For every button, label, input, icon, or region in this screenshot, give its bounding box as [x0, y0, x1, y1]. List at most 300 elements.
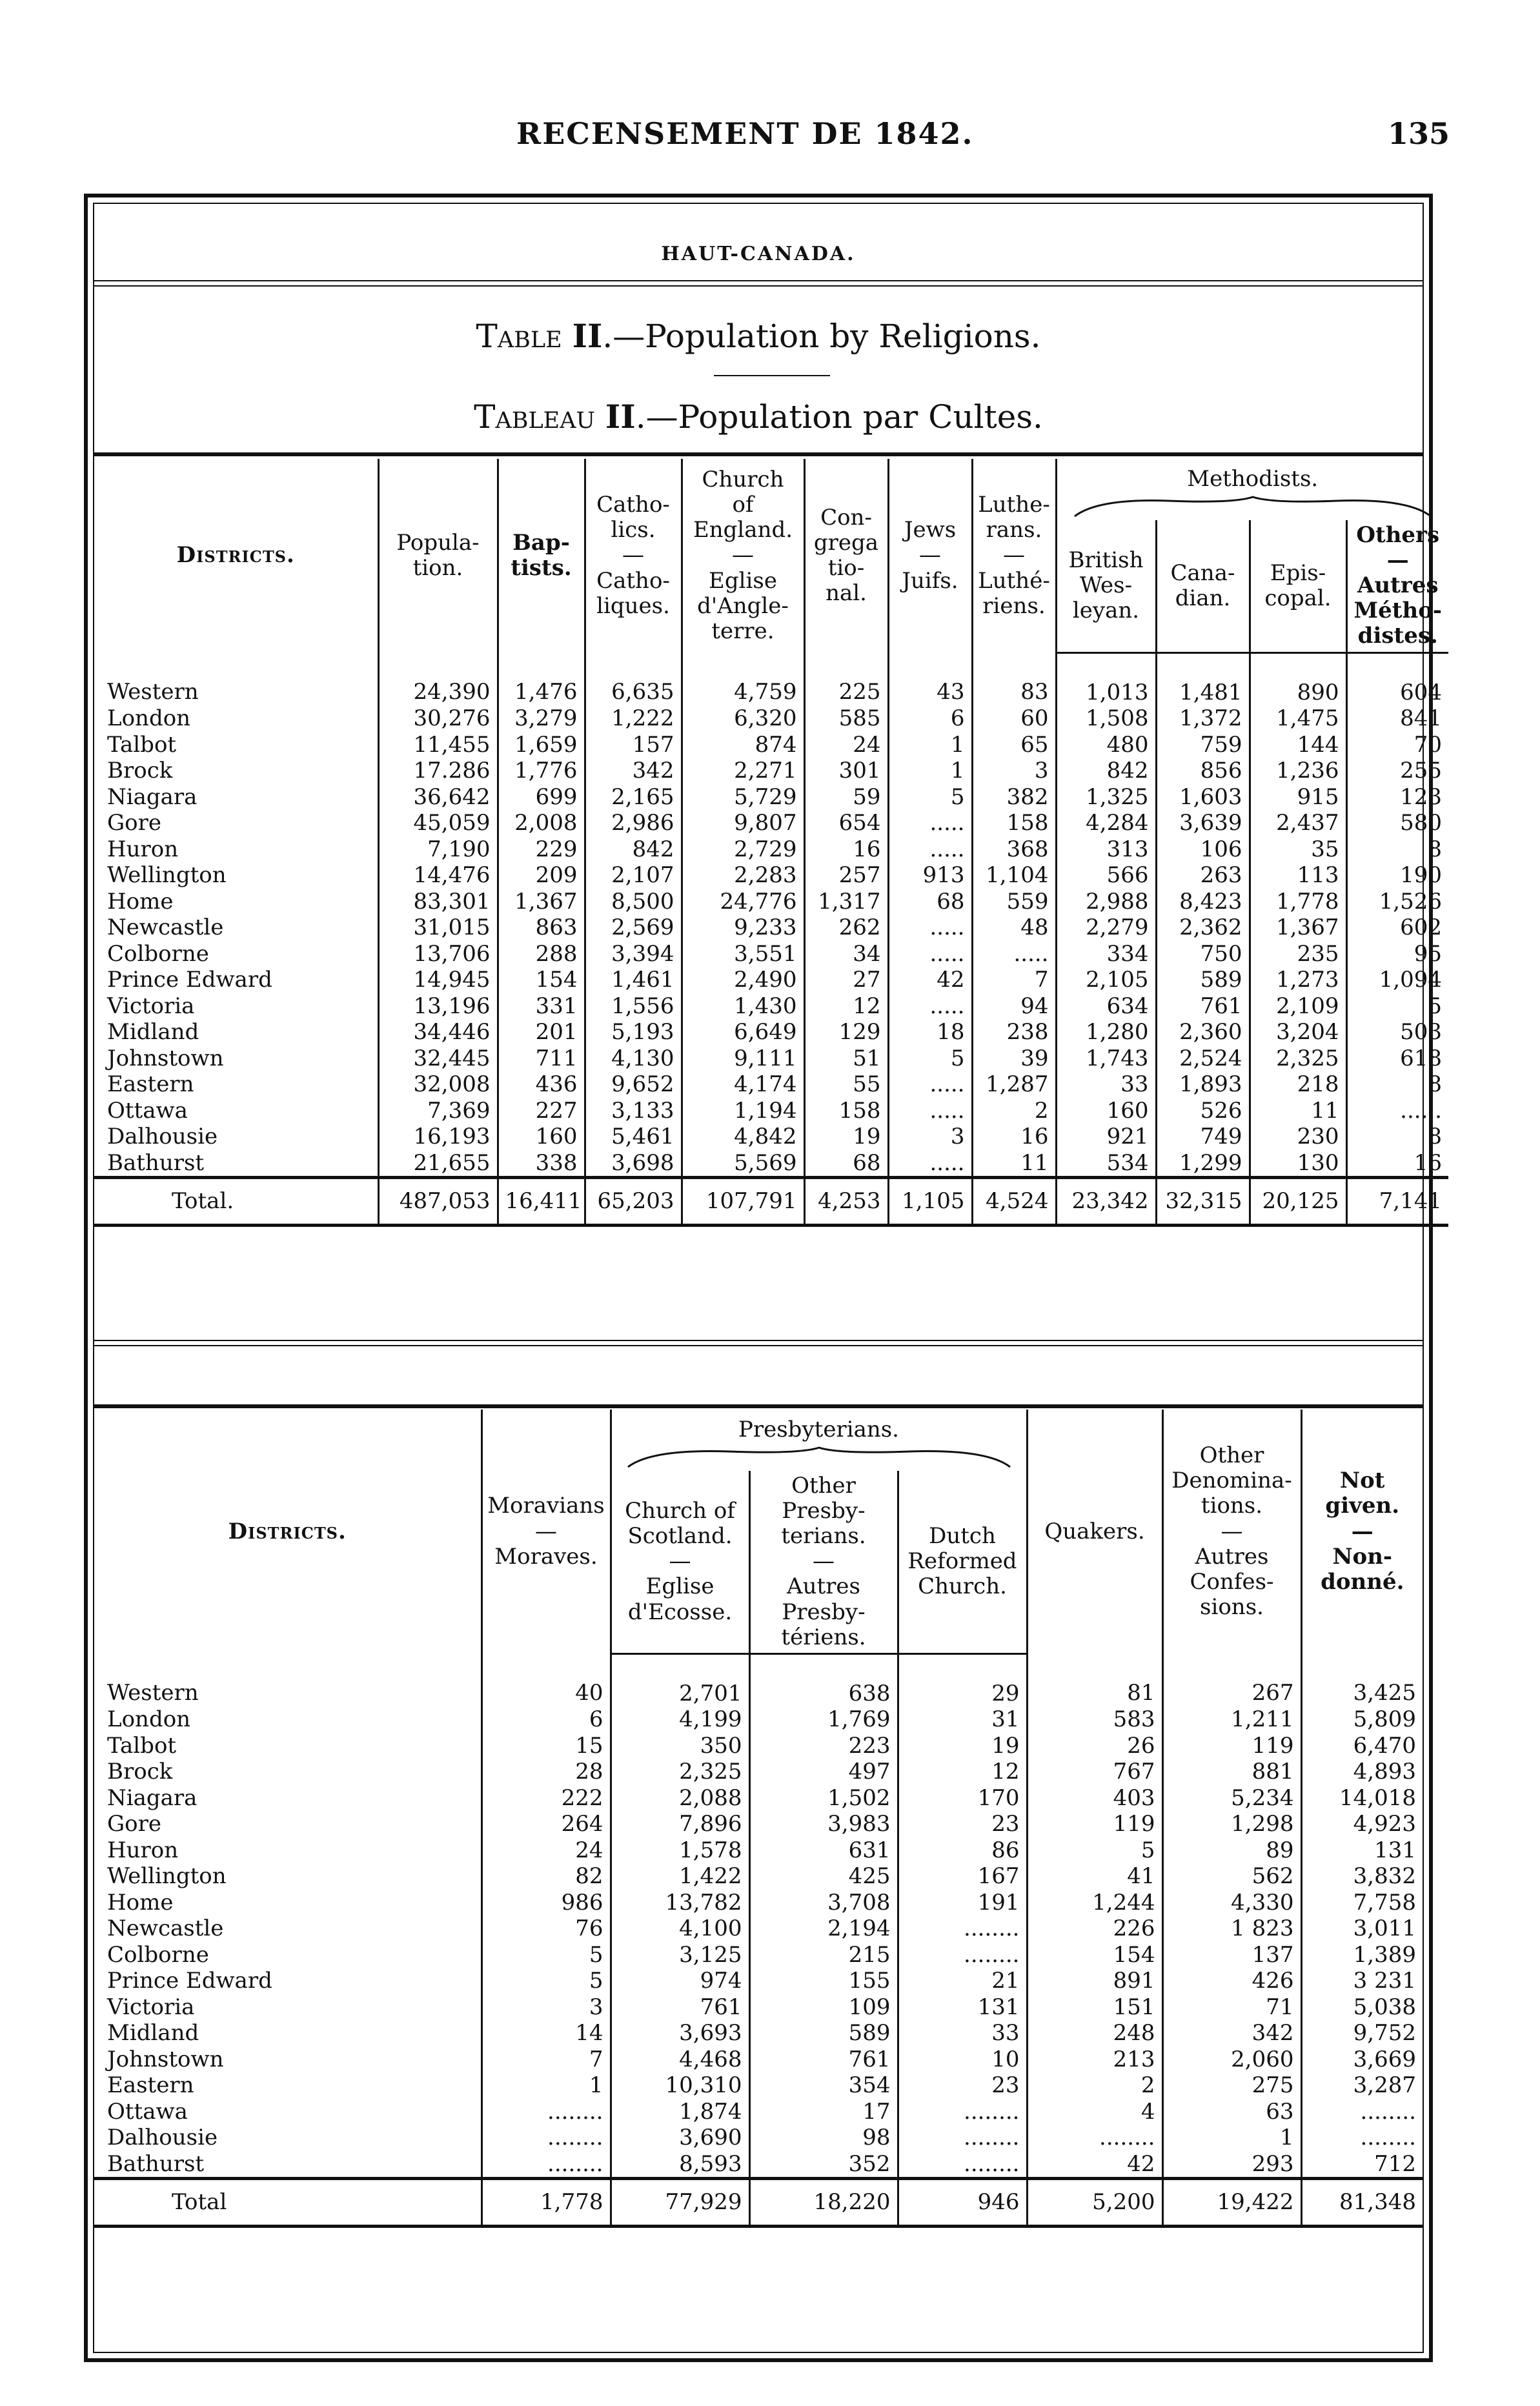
table-row — [94, 1759, 1423, 1785]
table-cell: 874 — [682, 732, 804, 758]
total-cell: 18,220 — [749, 2179, 898, 2227]
table-cell: 82 — [481, 1863, 611, 1890]
table-row — [94, 1968, 1423, 1994]
table-cell: 3,708 — [749, 1890, 898, 1916]
table-row — [94, 1706, 1423, 1733]
table-cell: 11 — [972, 1150, 1056, 1178]
table-cell: 262 — [804, 915, 888, 941]
table-cell: 3,551 — [682, 941, 804, 967]
table-cell: 497 — [749, 1759, 898, 1785]
table-cell: 3 — [888, 1124, 972, 1150]
table-cell: 59 — [804, 784, 888, 811]
table-cell: 1,475 — [1250, 705, 1346, 732]
table-cell: 8 — [1346, 836, 1448, 863]
table-cell: 158 — [804, 1098, 888, 1124]
table-cell: 580 — [1346, 810, 1448, 836]
table-cell: 293 — [1162, 2151, 1301, 2179]
table-cell: 113 — [1250, 862, 1346, 889]
table-cell: 30,276 — [378, 705, 498, 732]
table-row — [94, 836, 1448, 863]
district-name: Prince Edward — [107, 967, 272, 993]
table-cell: 41 — [1027, 1863, 1162, 1890]
table-cell: 6,470 — [1301, 1733, 1423, 1759]
district-name: Niagara — [107, 783, 198, 810]
table-cell: 566 — [1056, 862, 1156, 889]
table-cell: 4,174 — [682, 1071, 804, 1098]
total-cell: 4,524 — [972, 1178, 1056, 1226]
table-cell: 160 — [498, 1124, 585, 1150]
table-cell: 1,461 — [585, 967, 682, 993]
table-cell: 4,468 — [611, 2047, 749, 2073]
table-cell: 1,526 — [1346, 889, 1448, 915]
total-cell: 32,315 — [1156, 1178, 1250, 1226]
table-cell: 583 — [1027, 1706, 1162, 1733]
table-cell: 562 — [1162, 1863, 1301, 1890]
district-name: Ottawa — [107, 1097, 188, 1124]
table-frame — [84, 194, 1442, 2362]
divider — [94, 452, 1423, 456]
table-cell: 6 — [888, 705, 972, 732]
table-cell: 3,983 — [749, 1811, 898, 1837]
table-cell: 921 — [1056, 1124, 1156, 1150]
table-cell: 7,758 — [1301, 1890, 1423, 1916]
table-row — [94, 1071, 1448, 1098]
table-row — [94, 732, 1448, 758]
district-name: Colborne — [107, 940, 209, 967]
district-name: Brock — [107, 1759, 173, 1785]
table-cell: ..... — [888, 993, 972, 1020]
total-cell: 1,778 — [481, 2179, 611, 2227]
table-cell: 2,362 — [1156, 915, 1250, 941]
table-cell: 71 — [1162, 1994, 1301, 2021]
table-cell: 338 — [498, 1150, 585, 1178]
table-cell: 42 — [888, 967, 972, 993]
table-cell: 7 — [972, 967, 1056, 993]
column-header-label: Moravians — Moraves. — [487, 1493, 605, 1570]
total-cell: 1,105 — [888, 1178, 972, 1226]
table-cell: ..... — [888, 915, 972, 941]
table-cell: 55 — [804, 1071, 888, 1098]
table-cell: 1,194 — [682, 1098, 804, 1124]
table-cell: 106 — [1156, 836, 1250, 863]
table-cell: 1,273 — [1250, 967, 1346, 993]
table-cell: 83 — [972, 652, 1056, 705]
table-cell: ........ — [898, 1942, 1027, 1968]
column-group-label: Methodists. — [1187, 466, 1319, 492]
table-cell: ..... — [888, 941, 972, 967]
table-cell: 1,299 — [1156, 1150, 1250, 1178]
table-cell: 1,430 — [682, 993, 804, 1020]
page-number: 135 — [1388, 116, 1450, 151]
table-row — [94, 2047, 1423, 2073]
column-header-label: Other Presby- terians. — Autres Presby- tériens. — [781, 1473, 866, 1650]
table-cell: 33 — [898, 2020, 1027, 2047]
table-cell: 712 — [1301, 2151, 1423, 2179]
table-cell: 368 — [972, 836, 1056, 863]
table-title-french — [94, 398, 1423, 436]
table-cell: 65 — [972, 732, 1056, 758]
table-cell: 4,130 — [585, 1046, 682, 1072]
table-cell: 2,437 — [1250, 810, 1346, 836]
table-cell: 767 — [1027, 1759, 1162, 1785]
table-cell: 5 — [888, 784, 972, 811]
district-name: Brock — [107, 758, 173, 784]
column-header-label: Popula- tion. — [396, 529, 480, 581]
district-name: London — [107, 705, 191, 732]
total-cell: 77,929 — [611, 2179, 749, 2227]
table-frame-inner — [93, 203, 1442, 2353]
table-cell: 89 — [1162, 1837, 1301, 1864]
table-cell: 526 — [1156, 1098, 1250, 1124]
column-group-presbyterians — [611, 1410, 1027, 1471]
table-cell: 6,649 — [682, 1019, 804, 1046]
table-cell: 10 — [898, 2047, 1027, 2073]
table-cell: 1,094 — [1346, 967, 1448, 993]
table-cell: 403 — [1027, 1785, 1162, 1812]
district-name: Newcastle — [107, 1916, 224, 1942]
table-cell: 3,690 — [611, 2125, 749, 2151]
table-row — [94, 941, 1448, 967]
table-cell: 2,109 — [1250, 993, 1346, 1020]
column-header-label: Jews — Juifs. — [902, 517, 958, 594]
column-header-lutherans — [972, 459, 1056, 652]
running-title: RECENSEMENT DE 1842. — [516, 116, 974, 151]
divider — [94, 285, 1423, 287]
table-cell: 9,752 — [1301, 2020, 1423, 2047]
column-header-other-methodists — [1346, 520, 1448, 652]
religions-table-lower — [94, 1410, 1423, 2228]
table-cell: 81 — [1027, 1653, 1162, 1706]
column-header-label: Districts. — [228, 1518, 347, 1544]
table-cell: 264 — [481, 1811, 611, 1837]
table-cell: 119 — [1162, 1733, 1301, 1759]
divider — [94, 280, 1423, 281]
table-cell: 129 — [804, 1019, 888, 1046]
district-name: Niagara — [107, 1784, 198, 1811]
total-cell: 7,141 — [1346, 1178, 1448, 1226]
district-name: Western — [107, 678, 199, 705]
table-cell: 40 — [481, 1653, 611, 1706]
table-cell: 841 — [1346, 705, 1448, 732]
table-cell: ........ — [1301, 2099, 1423, 2125]
table-cell: 14 — [481, 2020, 611, 2047]
table-cell: 11 — [1250, 1098, 1346, 1124]
table-cell: 1,422 — [611, 1863, 749, 1890]
table-cell: ..... — [972, 941, 1056, 967]
table-row — [94, 1890, 1423, 1916]
table-cell: 2,060 — [1162, 2047, 1301, 2073]
table-cell: 51 — [804, 1046, 888, 1072]
table-row — [94, 889, 1448, 915]
table-cell: 255 — [1346, 758, 1448, 784]
table-cell: 890 — [1250, 652, 1346, 705]
table-cell: 1,556 — [585, 993, 682, 1020]
total-cell: 946 — [898, 2179, 1027, 2227]
table-cell: 842 — [1056, 758, 1156, 784]
column-header-label: Districts. — [176, 542, 295, 569]
table-cell: 4,759 — [682, 652, 804, 705]
table-row — [94, 1994, 1423, 2021]
table-cell: 2,194 — [749, 1916, 898, 1942]
column-header-districts — [94, 459, 378, 652]
table-cell: 229 — [498, 836, 585, 863]
table-cell: 881 — [1162, 1759, 1301, 1785]
table-cell: 352 — [749, 2151, 898, 2179]
table-row — [94, 967, 1448, 993]
district-name: Newcastle — [107, 915, 224, 941]
table-row — [94, 1098, 1448, 1124]
total-row — [94, 2179, 1423, 2227]
table-cell: 5,193 — [585, 1019, 682, 1046]
column-header-label: Other Denomina- tions. — Autres Confes- sions. — [1171, 1442, 1292, 1620]
table-cell: 2,271 — [682, 758, 804, 784]
column-header-not-given — [1301, 1410, 1423, 1653]
column-header-catholics — [585, 459, 682, 652]
brace-icon — [1072, 494, 1434, 518]
table-cell: 4,330 — [1162, 1890, 1301, 1916]
table-cell: 5,038 — [1301, 1994, 1423, 2021]
table-cell: 94 — [972, 993, 1056, 1020]
table-cell: 36,642 — [378, 784, 498, 811]
table-cell: 63 — [1162, 2099, 1301, 2125]
column-header-label: Bap- tists. — [511, 529, 572, 581]
table-title-text: .—Population by Religions. — [602, 318, 1041, 355]
table-cell: 8 — [1346, 1071, 1448, 1098]
table-cell: 7 — [481, 2047, 611, 2073]
total-label: Total — [94, 2179, 481, 2227]
table-cell: 2,988 — [1056, 889, 1156, 915]
table-cell: 3,204 — [1250, 1019, 1346, 1046]
total-cell: 4,253 — [804, 1178, 888, 1226]
table-cell: 2,986 — [585, 810, 682, 836]
column-header-other-presbyterians — [749, 1471, 898, 1653]
table-cell: 5 — [481, 1968, 611, 1994]
table-cell: 2,729 — [682, 836, 804, 863]
table-cell: 711 — [498, 1046, 585, 1072]
table-cell: 856 — [1156, 758, 1250, 784]
table-row — [94, 2151, 1423, 2179]
table-cell: 3,639 — [1156, 810, 1250, 836]
district-name: London — [107, 1706, 191, 1733]
table-cell: 589 — [749, 2020, 898, 2047]
table-cell: 1,287 — [972, 1071, 1056, 1098]
table-cell: 915 — [1250, 784, 1346, 811]
table-cell: 602 — [1346, 915, 1448, 941]
table-cell: 39 — [972, 1046, 1056, 1072]
table-cell: 263 — [1156, 862, 1250, 889]
table-title-english — [94, 317, 1423, 355]
table-title-numeral: II — [572, 317, 603, 355]
table-cell: 12 — [804, 993, 888, 1020]
district-name: Johnstown — [107, 1045, 224, 1071]
table-cell: 31,015 — [378, 915, 498, 941]
table-cell: 222 — [481, 1785, 611, 1812]
table-cell: ........ — [481, 2099, 611, 2125]
table-cell: 288 — [498, 941, 585, 967]
table-cell: 76 — [481, 1916, 611, 1942]
table-cell: 1,578 — [611, 1837, 749, 1864]
table-cell: 1 — [888, 758, 972, 784]
table-cell: 436 — [498, 1071, 585, 1098]
table-cell: 26 — [1027, 1733, 1162, 1759]
region-title: HAUT-CANADA. — [661, 243, 856, 265]
table-cell: 8 — [1346, 1124, 1448, 1150]
table-cell: 223 — [749, 1733, 898, 1759]
table-row — [94, 1019, 1448, 1046]
table-cell: 34 — [804, 941, 888, 967]
divider — [94, 1340, 1423, 1341]
table-cell: 2,088 — [611, 1785, 749, 1812]
table-cell: 9,652 — [585, 1071, 682, 1098]
column-header-canadian — [1156, 520, 1250, 652]
table-cell: 201 — [498, 1019, 585, 1046]
table-cell: 5 — [1027, 1837, 1162, 1864]
table-cell: 5 — [888, 1046, 972, 1072]
table-cell: 9,233 — [682, 915, 804, 941]
table-cell: 2,325 — [611, 1759, 749, 1785]
table-cell: 2,524 — [1156, 1046, 1250, 1072]
total-cell: 16,411 — [498, 1178, 585, 1226]
table-cell: 1 — [1162, 2125, 1301, 2151]
table-cell: 131 — [1301, 1837, 1423, 1864]
table-cell: 331 — [498, 993, 585, 1020]
district-name: Bathurst — [107, 1149, 205, 1176]
table-cell: 2,107 — [585, 862, 682, 889]
district-name: Wellington — [107, 1863, 227, 1890]
table-row — [94, 2072, 1423, 2099]
table-cell: 18 — [888, 1019, 972, 1046]
table-cell: 9,111 — [682, 1046, 804, 1072]
table-cell: ........ — [898, 2151, 1027, 2179]
table-cell: 480 — [1056, 732, 1156, 758]
table-cell: 5,234 — [1162, 1785, 1301, 1812]
table-cell: 6 — [481, 1706, 611, 1733]
total-cell: 65,203 — [585, 1178, 682, 1226]
table-cell: 3,133 — [585, 1098, 682, 1124]
table-row — [94, 1811, 1423, 1837]
table-cell: 3,279 — [498, 705, 585, 732]
table-cell: 235 — [1250, 941, 1346, 967]
table-cell: 11,455 — [378, 732, 498, 758]
table-row — [94, 1916, 1423, 1942]
table-cell: 32,008 — [378, 1071, 498, 1098]
table-cell: 158 — [972, 810, 1056, 836]
table-cell: 31 — [898, 1706, 1027, 1733]
total-cell: 81,348 — [1301, 2179, 1423, 2227]
title-rule — [714, 375, 830, 376]
table-cell: 14,945 — [378, 967, 498, 993]
table-cell: 631 — [749, 1837, 898, 1864]
table-cell: 759 — [1156, 732, 1250, 758]
table-cell: 634 — [1056, 993, 1156, 1020]
table-cell: 48 — [972, 915, 1056, 941]
table-cell: 2,008 — [498, 810, 585, 836]
table-cell: 2,701 — [611, 1653, 749, 1706]
table-cell: 1,778 — [1250, 889, 1346, 915]
table-cell: 8,500 — [585, 889, 682, 915]
table-cell: 8,593 — [611, 2151, 749, 2179]
table-cell: 1,502 — [749, 1785, 898, 1812]
table-cell: 17.286 — [378, 758, 498, 784]
column-header-label: Church of England. — Eglise d'Angle- terre. — [693, 467, 793, 644]
table-cell: 503 — [1346, 1019, 1448, 1046]
table-cell: 15 — [481, 1733, 611, 1759]
table-row — [94, 1150, 1448, 1178]
table-row — [94, 2020, 1423, 2047]
table-row — [94, 1733, 1423, 1759]
column-header-moravians — [481, 1410, 611, 1653]
table-cell: 23 — [898, 1811, 1027, 1837]
page-header — [0, 116, 1540, 155]
table-cell: 13,196 — [378, 993, 498, 1020]
table-cell: 618 — [1346, 1046, 1448, 1072]
table-cell: 19 — [898, 1733, 1027, 1759]
divider — [94, 1404, 1423, 1408]
table-cell: 2,325 — [1250, 1046, 1346, 1072]
table-cell: 1,244 — [1027, 1890, 1162, 1916]
table-cell: 1,481 — [1156, 652, 1250, 705]
table-cell: 354 — [749, 2072, 898, 2099]
district-name: Midland — [107, 2020, 199, 2047]
table-cell: 24,390 — [378, 652, 498, 705]
table-cell: ........ — [898, 1916, 1027, 1942]
table-cell: 749 — [1156, 1124, 1250, 1150]
table-cell: 13,706 — [378, 941, 498, 967]
table-cell: 3,669 — [1301, 2047, 1423, 2073]
table-cell: ........ — [481, 2151, 611, 2179]
table-cell: 7,896 — [611, 1811, 749, 1837]
table-cell: 10,310 — [611, 2072, 749, 2099]
column-header-population — [378, 459, 498, 652]
table-cell: 68 — [804, 1150, 888, 1178]
column-header-label: Others — Autres Métho- distes. — [1353, 522, 1442, 649]
table-cell: 863 — [498, 915, 585, 941]
table-cell: 16 — [972, 1124, 1056, 1150]
table-cell: 16 — [804, 836, 888, 863]
district-name: Gore — [107, 1811, 162, 1837]
table-cell: 14,476 — [378, 862, 498, 889]
table-cell: 17 — [749, 2099, 898, 2125]
column-header-districts — [94, 1410, 481, 1653]
table-cell: 1,769 — [749, 1706, 898, 1733]
table-row — [94, 862, 1448, 889]
table-cell: 342 — [585, 758, 682, 784]
district-name: Johnstown — [107, 2046, 224, 2072]
table-cell: 137 — [1162, 1942, 1301, 1968]
column-header-label: Catho- lics. — Catho- liques. — [596, 492, 670, 619]
table-cell: 1,222 — [585, 705, 682, 732]
table-cell: 154 — [498, 967, 585, 993]
column-header-label: Con- grega tio- nal. — [813, 504, 879, 607]
district-name: Dalhousie — [107, 2125, 218, 2151]
table-cell: 123 — [1346, 784, 1448, 811]
table-cell: 5,809 — [1301, 1706, 1423, 1733]
total-label: Total. — [94, 1178, 378, 1226]
divider — [94, 1345, 1423, 1346]
table-cell: 13,782 — [611, 1890, 749, 1916]
district-name: Western — [107, 1680, 199, 1706]
table-cell: 5,461 — [585, 1124, 682, 1150]
table-cell: 34,446 — [378, 1019, 498, 1046]
column-header-congregational — [804, 459, 888, 652]
table-cell: 761 — [611, 1994, 749, 2021]
table-cell: 1,603 — [1156, 784, 1250, 811]
table-cell: ..... — [888, 1098, 972, 1124]
table-cell: 33 — [1056, 1071, 1156, 1098]
table-row — [94, 1942, 1423, 1968]
column-header-episcopal — [1250, 520, 1346, 652]
column-header-label: Cana- dian. — [1170, 560, 1235, 611]
